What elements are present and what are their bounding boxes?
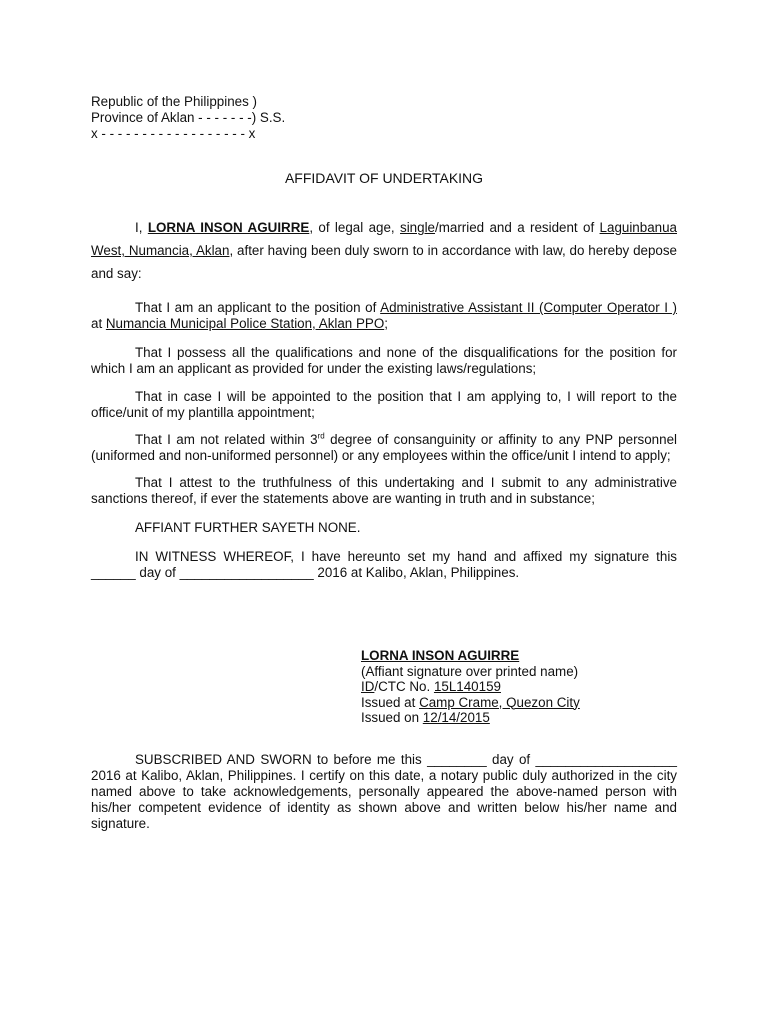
affidavit-body xyxy=(91,216,677,581)
ctc-number: 15L140159 xyxy=(433,679,501,694)
id-label: ID xyxy=(361,679,375,694)
document-title: AFFIDAVIT OF UNDERTAKING xyxy=(284,170,484,186)
ordinal-suffix: rd xyxy=(317,431,325,441)
affiant-address: Laguinbanua West, Numancia, Aklan xyxy=(91,220,677,258)
signature-caption: (Affiant signature over printed name) xyxy=(361,663,579,679)
paragraph-appointment: That in case I will be appointed to the position that I am applying to, I will report to the office/unit of my plantilla appointment; xyxy=(91,389,677,420)
paragraph-qualifications: That I possess all the qualifications and none of the disqualifications for the position for which I am an applicant as provided for under the existing laws/regulations; xyxy=(91,345,677,376)
signature-block xyxy=(361,648,681,726)
venue-province: Province of Aklan - - - - - - -) S.S. xyxy=(91,110,286,125)
venue-republic: Republic of the Philippines ) xyxy=(91,94,257,109)
issued-at-place: Camp Crame, Quezon City xyxy=(419,694,580,710)
intro-text-3: /married and a resident of xyxy=(435,220,600,235)
issued-on-label: Issued on xyxy=(361,710,423,725)
civil-status-single: single xyxy=(400,220,436,235)
position-text-2: at xyxy=(91,316,106,331)
position-text-3: ; xyxy=(384,316,388,331)
ctc-line xyxy=(361,679,681,695)
jurat-block xyxy=(91,752,677,832)
intro-text-4: , after having been duly sworn to in accordance with law, do hereby depose and say: xyxy=(91,243,678,281)
consanguinity-text-2: degree of consanguinity or affinity to any PNP personnel (uniformed and non-uniformed personnel) or any employees within the office/unit I intend to apply; xyxy=(91,432,677,463)
applied-position: Administrative Assistant II (Computer Operator I ) xyxy=(380,300,677,315)
intro-paragraph xyxy=(91,216,677,285)
intro-text-1: I, xyxy=(135,220,148,235)
venue-separator: x - - - - - - - - - - - - - - - - - - x xyxy=(91,126,256,141)
paragraph-consanguinity xyxy=(91,432,677,464)
paragraph-attestation: That I attest to the truthfulness of this undertaking and I submit to any administrative sanctions thereof, if ever the statements above are wanting in truth and in substance; xyxy=(91,475,677,506)
paragraph-witness: IN WITNESS WHEREOF, I have hereunto set my hand and affixed my signature this ______ day of __________________ 2016 at Kalibo, Aklan, Philippines. xyxy=(91,549,677,580)
intro-text-2: , of legal age, xyxy=(309,220,401,235)
ctc-label: /CTC No. xyxy=(374,679,434,694)
consanguinity-text-1: That I am not related within 3 xyxy=(135,432,318,447)
issued-on-line xyxy=(361,710,681,726)
issued-on-date: 12/14/2015 xyxy=(422,710,490,725)
signature-name: LORNA INSON AGUIRRE xyxy=(361,648,520,663)
paragraph-further-sayeth: AFFIANT FURTHER SAYETH NONE. xyxy=(135,520,361,535)
issued-at-line xyxy=(361,695,681,711)
affiant-name: LORNA INSON AGUIRRE xyxy=(147,220,310,235)
police-station: Numancia Municipal Police Station, Aklan PPO xyxy=(105,316,385,331)
paragraph-position xyxy=(91,300,677,332)
jurat-paragraph: SUBSCRIBED AND SWORN to before me this ________ day of ___________________ 2016 at Kalibo, Aklan, Philippines. I certify on this date, a notary public duly authorized in the city named above to take acknowledgements, personally appeared the above-named person with his/her competent evidence of identity as shown above and written below his/her name and signature. xyxy=(91,752,677,831)
venue-block xyxy=(91,94,391,142)
position-text-1: That I am an applicant to the position of xyxy=(135,300,381,315)
issued-at-label: Issued at xyxy=(361,694,420,710)
